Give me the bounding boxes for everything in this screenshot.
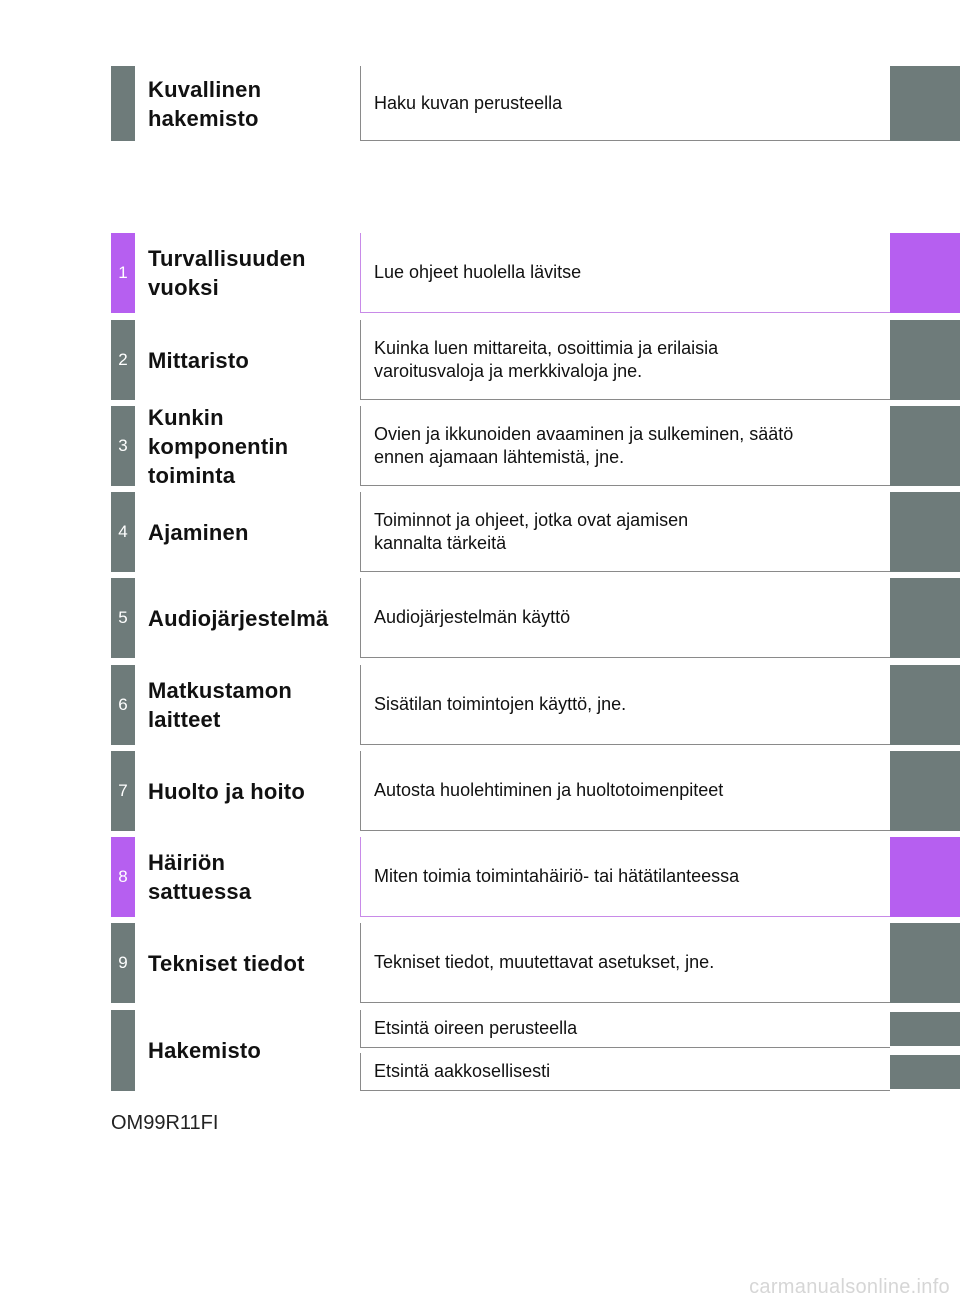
toc-row-section-3[interactable] bbox=[0, 406, 960, 486]
section-description: Kuinka luen mittareita, osoittimia ja erilaisia varoitusvaloja ja merkkivaloja jne. bbox=[360, 320, 890, 400]
section-number: 9 bbox=[111, 923, 135, 1003]
toc-row-picture-index[interactable] bbox=[0, 66, 960, 141]
section-number: 2 bbox=[111, 320, 135, 400]
section-description: Lue ohjeet huolella lävitse bbox=[360, 233, 890, 313]
toc-row-section-1[interactable] bbox=[0, 233, 960, 313]
section-description: Haku kuvan perusteella bbox=[360, 66, 890, 141]
section-number: 4 bbox=[111, 492, 135, 572]
section-tab-right[interactable] bbox=[890, 1012, 960, 1046]
section-number: 5 bbox=[111, 578, 135, 658]
section-description: Autosta huolehtiminen ja huoltotoimenpiteet bbox=[360, 751, 890, 831]
section-title: Häiriön sattuessa bbox=[148, 850, 252, 904]
section-description: Audiojärjestelmän käyttö bbox=[360, 578, 890, 658]
section-tab-right[interactable] bbox=[890, 578, 960, 658]
section-title: Matkustamon laitteet bbox=[148, 678, 292, 732]
index-item-description: Etsintä oireen perusteella bbox=[360, 1010, 890, 1048]
section-title: Ajaminen bbox=[148, 519, 249, 545]
section-title: Kunkin komponentin toiminta bbox=[148, 404, 289, 488]
toc-row-section-5[interactable] bbox=[0, 578, 960, 658]
section-description: Toiminnot ja ohjeet, jotka ovat ajamisen kannalta tärkeitä bbox=[360, 492, 890, 572]
toc-row-section-8[interactable] bbox=[0, 837, 960, 917]
section-title: Huolto ja hoito bbox=[148, 778, 305, 804]
toc-row-section-4[interactable] bbox=[0, 492, 960, 572]
section-description: Ovien ja ikkunoiden avaaminen ja sulkeminen, säätö ennen ajamaan lähtemistä, jne. bbox=[360, 406, 890, 486]
section-title: Audiojärjestelmä bbox=[148, 605, 329, 631]
section-number: 1 bbox=[111, 233, 135, 313]
section-tab-right[interactable] bbox=[890, 66, 960, 141]
section-tab-right[interactable] bbox=[890, 837, 960, 917]
toc-row-section-9[interactable] bbox=[0, 923, 960, 1003]
toc-row-section-2[interactable] bbox=[0, 320, 960, 400]
index-item-description: Etsintä aakkosellisesti bbox=[360, 1053, 890, 1091]
section-number: 7 bbox=[111, 751, 135, 831]
toc-row-section-7[interactable] bbox=[0, 751, 960, 831]
section-tab-right[interactable] bbox=[890, 665, 960, 745]
document-code: OM99R11FI bbox=[111, 1112, 219, 1134]
section-tab-left bbox=[111, 66, 135, 141]
section-description: Miten toimia toimintahäiriö- tai hätätilanteessa bbox=[360, 837, 890, 917]
section-tab-right[interactable] bbox=[890, 492, 960, 572]
toc-row-section-6[interactable] bbox=[0, 665, 960, 745]
section-number: 6 bbox=[111, 665, 135, 745]
index-item-symptom-search[interactable] bbox=[0, 1010, 960, 1048]
section-title: Tekniset tiedot bbox=[148, 950, 305, 976]
section-tab-right[interactable] bbox=[890, 406, 960, 486]
section-title: Hakemisto bbox=[148, 1038, 262, 1063]
section-title: Kuvallinen hakemisto bbox=[148, 76, 262, 131]
section-tab-right[interactable] bbox=[890, 233, 960, 313]
section-tab-right[interactable] bbox=[890, 751, 960, 831]
section-title: Turvallisuuden vuoksi bbox=[148, 246, 306, 300]
watermark-text: carmanualsonline.info bbox=[749, 1276, 950, 1298]
section-title: Mittaristo bbox=[148, 347, 249, 373]
section-description: Sisätilan toimintojen käyttö, jne. bbox=[360, 665, 890, 745]
section-description: Tekniset tiedot, muutettavat asetukset, jne. bbox=[360, 923, 890, 1003]
section-tab-right[interactable] bbox=[890, 1055, 960, 1089]
section-tab-right[interactable] bbox=[890, 320, 960, 400]
section-tab-right[interactable] bbox=[890, 923, 960, 1003]
section-number: 8 bbox=[111, 837, 135, 917]
section-number: 3 bbox=[111, 406, 135, 486]
index-item-alphabetical-search[interactable] bbox=[0, 1053, 960, 1091]
